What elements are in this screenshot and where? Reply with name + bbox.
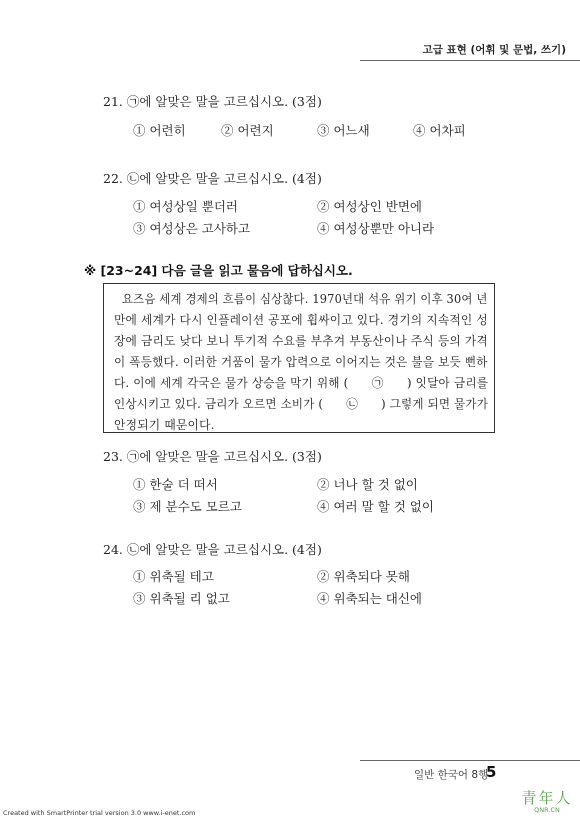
q23-option-3[interactable]: ③ 제 분수도 모르고 xyxy=(133,499,242,514)
q24-option-1[interactable]: ① 위축될 테고 xyxy=(133,569,214,584)
watermark-logo xyxy=(519,790,575,814)
section-instruction: ※ [23~24] 다음 글을 읽고 물음에 답하십시오. xyxy=(84,263,353,278)
watermark-cjk-text: 青年人 xyxy=(521,789,573,807)
page-number: 5 xyxy=(486,763,497,781)
passage-line-6: 인상시키고 있다. 금리가 오르면 소비가 ( ㉡ ) 그렇게 되면 물가가 xyxy=(114,397,489,411)
watermark-site-text: QNR.CN xyxy=(534,806,560,814)
passage-line-7: 안정되기 때문이다. xyxy=(114,418,215,432)
q21-option-2[interactable]: ② 어련지 xyxy=(221,123,274,138)
q23-option-2[interactable]: ② 너나 할 것 없이 xyxy=(317,477,418,492)
passage-line-2: 만에 세계가 다시 인플레이션 공포에 휩싸이고 있다. 경기의 지속적인 성 xyxy=(114,313,488,327)
q24-option-4[interactable]: ④ 위축되는 대신에 xyxy=(317,591,422,606)
passage-line-5: 다. 이에 세계 각국은 물가 상승을 막기 위해 ( ㉠ ) 잇달아 금리를 xyxy=(114,376,489,390)
page-header-title: 고급 표현 (어휘 및 문법, 쓰기) xyxy=(422,44,566,56)
passage-line-3: 장에 금리도 낮다 보니 투기적 수요를 부추겨 부동산이나 주식 등의 가격 xyxy=(114,334,488,348)
q22-option-3[interactable]: ③ 여성상은 고사하고 xyxy=(133,221,251,236)
passage-line-4: 이 폭등했다. 이러한 거품이 물가 압력으로 이어지는 것은 불을 보듯 뻔하 xyxy=(114,355,488,369)
footer-rule xyxy=(360,760,580,761)
q23-option-1[interactable]: ① 한술 더 떠서 xyxy=(133,477,218,492)
q22-option-4[interactable]: ④ 여성상뿐만 아니라 xyxy=(317,221,435,236)
question-21-stem: 21. ㉠에 알맞은 말을 고르십시오. (3점) xyxy=(103,94,322,109)
q21-option-1[interactable]: ① 어련히 xyxy=(133,123,186,138)
q24-option-2[interactable]: ② 위축되다 못해 xyxy=(317,569,410,584)
q23-option-4[interactable]: ④ 여러 말 할 것 없이 xyxy=(317,499,434,514)
header-rule xyxy=(360,60,580,61)
q21-option-4[interactable]: ④ 어차피 xyxy=(413,123,466,138)
question-24-stem: 24. ㉡에 알맞은 말을 고르십시오. (4점) xyxy=(103,542,322,557)
q22-option-1[interactable]: ① 여성상일 뿐더러 xyxy=(133,199,238,214)
q22-option-2[interactable]: ② 여성상인 반면에 xyxy=(317,199,422,214)
printer-credit: Created with SmartPrinter trial version 3.0 www.i-enet.com xyxy=(3,809,196,817)
question-22-stem: 22. ㉡에 알맞은 말을 고르십시오. (4점) xyxy=(103,171,322,186)
q21-option-3[interactable]: ③ 어느새 xyxy=(317,123,370,138)
reading-passage-box xyxy=(103,283,495,433)
question-23-stem: 23. ㉠에 알맞은 말을 고르십시오. (3점) xyxy=(103,449,322,464)
passage-line-1: 요즈음 세계 경제의 흐름이 심상찮다. 1970년대 석유 위기 이후 30여 년 xyxy=(122,292,488,306)
q24-option-3[interactable]: ③ 위축될 리 없고 xyxy=(133,591,230,606)
footer-label: 일반 한국어 8행 xyxy=(414,769,489,781)
